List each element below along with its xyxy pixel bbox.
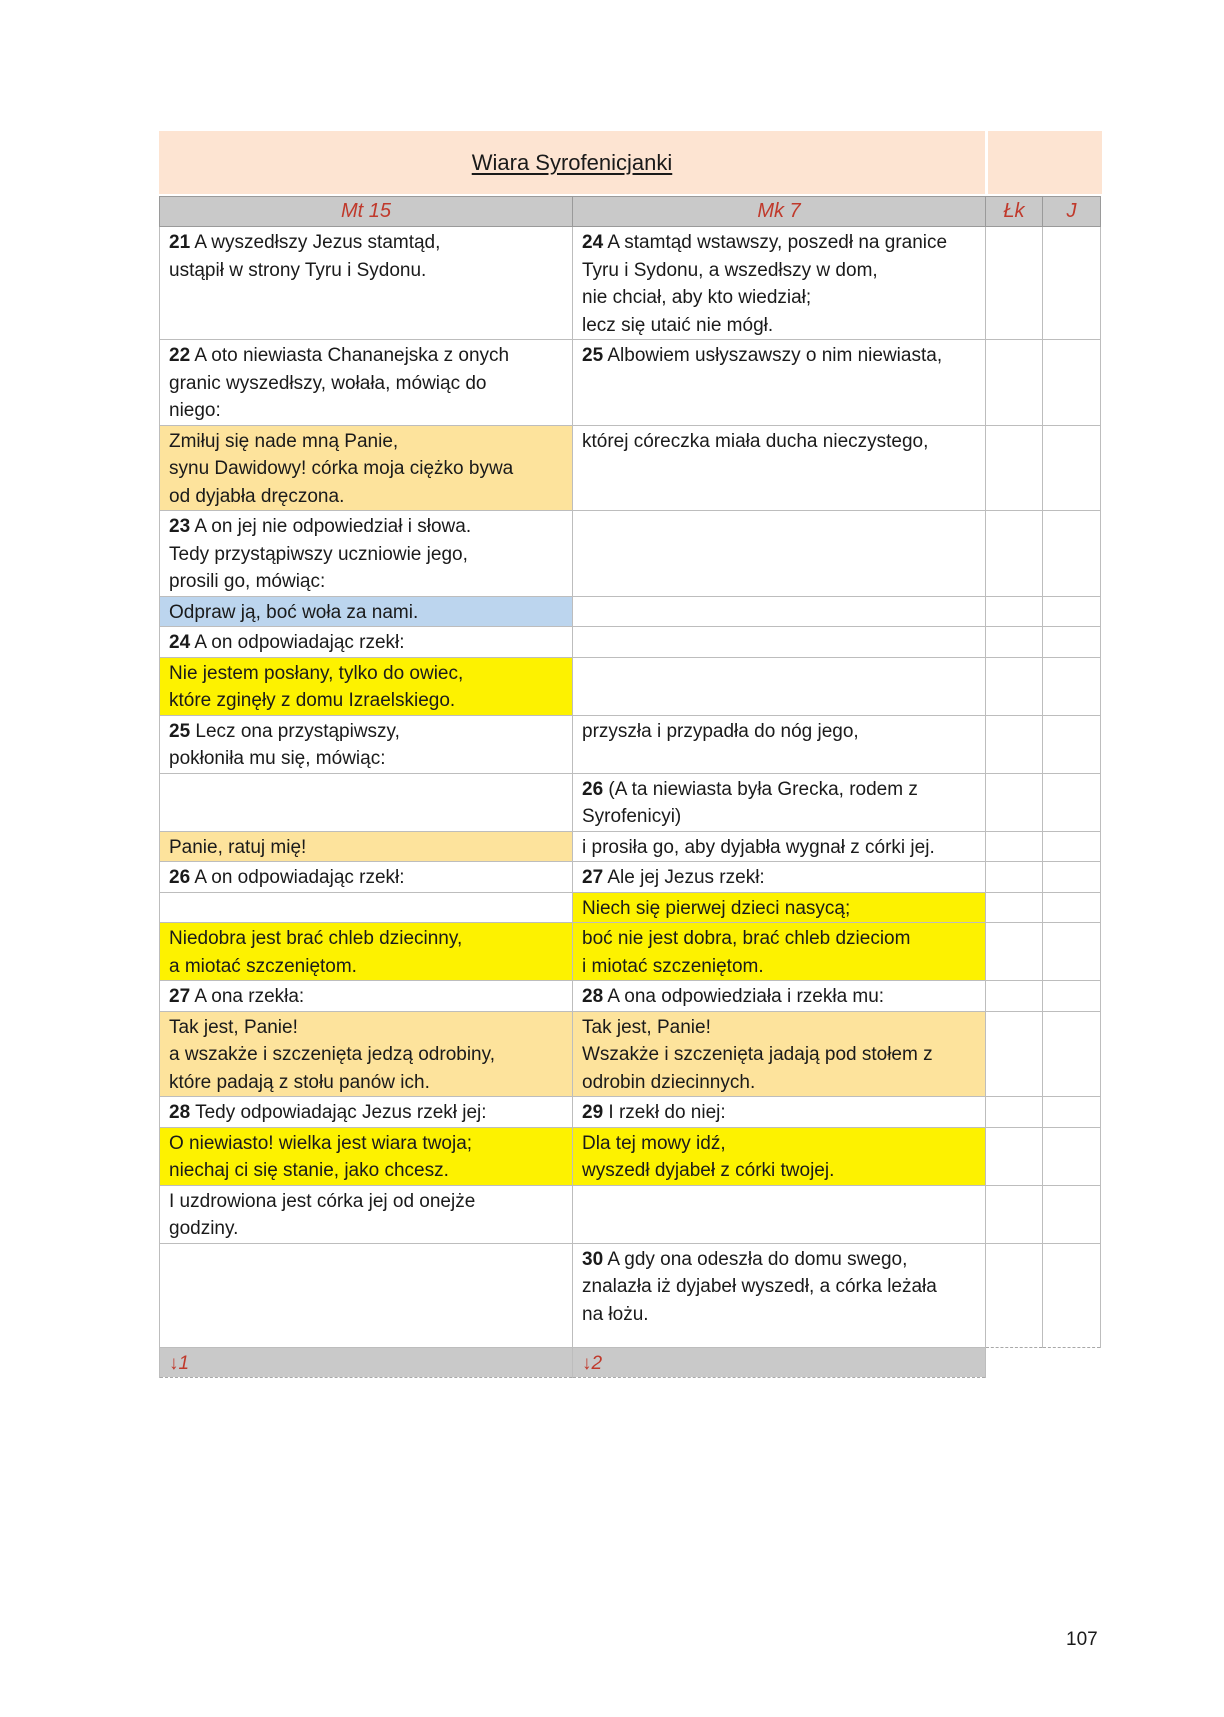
table-body: [160, 227, 1101, 1348]
verse-text: O niewiasto! wielka jest wiara twoja; niechaj ci się stanie, jako chcesz.: [169, 1132, 473, 1181]
verse-cell-mk: [573, 1243, 986, 1347]
synopsis-table: [159, 196, 1101, 1378]
verse-cell-mk: [573, 1127, 986, 1185]
empty-cell-lk: [986, 773, 1043, 831]
empty-cell-j: [1043, 773, 1101, 831]
header-mk: Mk 7: [573, 197, 986, 227]
table-row: [160, 596, 1101, 627]
verse-number: 24: [582, 232, 604, 253]
verse-text: Zmiłuj się nade mną Panie, synu Dawidowy! córka moja ciężko bywa od dyjabła dręczona.: [169, 430, 514, 507]
table-row: [160, 831, 1101, 862]
header-j: J: [1043, 197, 1101, 227]
verse-text: Tedy odpowiadając Jezus rzekł jej:: [190, 1102, 487, 1123]
empty-cell-lk: [986, 657, 1043, 715]
verse-text: Ale jej Jezus rzekł:: [603, 867, 765, 888]
verse-cell-mk: [573, 923, 986, 981]
header-row: [160, 197, 1101, 227]
empty-cell-lk: [986, 715, 1043, 773]
empty-cell-lk: [986, 340, 1043, 426]
verse-text: A oto niewiasta Chananejska z onych granic wyszedłszy, wołała, mówiąc do niego:: [169, 345, 510, 421]
verse-cell-mk: [573, 831, 986, 862]
empty-cell-j: [1043, 340, 1101, 426]
table-row: [160, 227, 1101, 340]
table-row: [160, 511, 1101, 597]
empty-cell-j: [1043, 627, 1101, 658]
title-cell: [159, 131, 985, 194]
verse-cell-mt: [160, 1243, 573, 1347]
empty-cell-j: [1043, 1097, 1101, 1128]
verse-cell-mt: [160, 425, 573, 511]
footer-mt: ↓1: [160, 1347, 573, 1378]
verse-cell-mk: [573, 627, 986, 658]
verse-text: której córeczka miała ducha nieczystego,: [582, 430, 929, 452]
empty-cell-j: [1043, 1243, 1101, 1347]
empty-cell-j: [1043, 227, 1101, 340]
empty-cell-j: [1043, 596, 1101, 627]
title-side-cell: [988, 131, 1102, 194]
verse-text: Tak jest, Panie! Wszakże i szczenięta jadają pod stołem z odrobin dziecinnych.: [582, 1016, 933, 1093]
verse-cell-mt: [160, 627, 573, 658]
verse-text: A wyszedłszy Jezus stamtąd, ustąpił w strony Tyru i Sydonu.: [169, 232, 441, 281]
table-row: [160, 627, 1101, 658]
table-row: [160, 862, 1101, 893]
empty-cell-lk: [986, 1097, 1043, 1128]
verse-text: Lecz ona przystąpiwszy, pokłoniła mu się, mówiąc:: [169, 720, 400, 769]
verse-text: boć nie jest dobra, brać chleb dzieciom i miotać szczeniętom.: [582, 928, 911, 977]
verse-cell-mt: [160, 657, 573, 715]
footer-gap: [986, 1347, 1043, 1378]
empty-cell-j: [1043, 831, 1101, 862]
table-row: [160, 715, 1101, 773]
verse-cell-mt: [160, 596, 573, 627]
verse-cell-mk: [573, 1097, 986, 1128]
verse-text: przyszła i przypadła do nóg jego,: [582, 720, 859, 742]
table-row: [160, 981, 1101, 1012]
verse-number: 27: [169, 986, 191, 1007]
verse-cell-mk: [573, 1185, 986, 1243]
verse-text: A on odpowiadając rzekł:: [190, 867, 405, 888]
verse-text: Niech się pierwej dzieci nasycą;: [582, 897, 851, 919]
empty-cell-lk: [986, 831, 1043, 862]
verse-cell-mk: [573, 892, 986, 923]
empty-cell-j: [1043, 892, 1101, 923]
verse-text: A gdy ona odeszła do domu swego, znalazła iż dyjabeł wyszedł, a córka leżała na łożu.: [582, 1248, 937, 1325]
page-title: Wiara Syrofenicjanki: [471, 149, 673, 175]
verse-text: A stamtąd wstawszy, poszedł na granice Tyru i Sydonu, a wszedłszy w dom, nie chciał, aby kto wiedział; lecz się utaić nie mógł.: [582, 232, 948, 336]
empty-cell-j: [1043, 981, 1101, 1012]
table-row: [160, 425, 1101, 511]
verse-number: 30: [582, 1248, 604, 1270]
empty-cell-lk: [986, 627, 1043, 658]
verse-cell-mt: [160, 831, 573, 862]
verse-cell-mt: [160, 892, 573, 923]
verse-cell-mt: [160, 1097, 573, 1128]
empty-cell-j: [1043, 511, 1101, 597]
verse-cell-mk: [573, 981, 986, 1012]
verse-number: 24: [169, 632, 191, 653]
verse-number: 29: [582, 1102, 604, 1123]
table-row: [160, 1243, 1101, 1347]
verse-cell-mt: [160, 715, 573, 773]
verse-cell-mt: [160, 1011, 573, 1097]
empty-cell-j: [1043, 1185, 1101, 1243]
verse-text: Albowiem usłyszawszy o nim niewiasta,: [603, 345, 943, 366]
empty-cell-lk: [986, 1127, 1043, 1185]
verse-number: 22: [169, 345, 191, 366]
empty-cell-j: [1043, 923, 1101, 981]
empty-cell-lk: [986, 981, 1043, 1012]
verse-cell-mt: [160, 923, 573, 981]
verse-cell-mt: [160, 1127, 573, 1185]
verse-cell-mk: [573, 227, 986, 340]
verse-text: I uzdrowiona jest córka jej od onejże godziny.: [169, 1190, 476, 1239]
verse-text: Odpraw ją, boć woła za nami.: [169, 601, 419, 623]
table-row: [160, 1185, 1101, 1243]
empty-cell-lk: [986, 596, 1043, 627]
verse-cell-mt: [160, 862, 573, 893]
verse-number: 28: [582, 986, 604, 1007]
verse-cell-mk: [573, 657, 986, 715]
verse-cell-mt: [160, 340, 573, 426]
verse-number: 25: [582, 345, 604, 366]
verse-text: i prosiła go, aby dyjabła wygnał z córki jej.: [582, 836, 935, 858]
empty-cell-lk: [986, 1011, 1043, 1097]
verse-text: Niedobra jest brać chleb dziecinny, a miotać szczeniętom.: [169, 928, 463, 977]
footer-row: [160, 1347, 1101, 1378]
verse-cell-mk: [573, 340, 986, 426]
verse-cell-mk: [573, 1011, 986, 1097]
verse-text: (A ta niewiasta była Grecka, rodem z Syrofenicyi): [582, 778, 918, 827]
table-row: [160, 773, 1101, 831]
verse-number: 25: [169, 720, 191, 742]
empty-cell-j: [1043, 1011, 1101, 1097]
empty-cell-lk: [986, 862, 1043, 893]
empty-cell-lk: [986, 1185, 1043, 1243]
verse-cell-mt: [160, 1185, 573, 1243]
verse-text: A on jej nie odpowiedział i słowa. Tedy przystąpiwszy uczniowie jego, prosili go, mówiąc:: [169, 516, 472, 592]
verse-number: 23: [169, 516, 191, 537]
empty-cell-j: [1043, 1127, 1101, 1185]
footer-gap: [1043, 1347, 1101, 1378]
table-row: [160, 892, 1101, 923]
table-row: [160, 1011, 1101, 1097]
empty-cell-lk: [986, 227, 1043, 340]
verse-cell-mk: [573, 773, 986, 831]
table-row: [160, 657, 1101, 715]
verse-text: A ona odpowiedziała i rzekła mu:: [603, 986, 885, 1007]
verse-text: A ona rzekła:: [190, 986, 305, 1007]
empty-cell-j: [1043, 862, 1101, 893]
verse-cell-mk: [573, 511, 986, 597]
verse-number: 26: [582, 778, 604, 800]
verse-text: Nie jestem posłany, tylko do owiec, które zginęły z domu Izraelskiego.: [169, 662, 464, 711]
verse-text: A on odpowiadając rzekł:: [190, 632, 405, 653]
verse-text: I rzekł do niej:: [603, 1102, 726, 1123]
verse-text: Dla tej mowy idź, wyszedł dyjabeł z córki twojej.: [582, 1132, 835, 1181]
empty-cell-j: [1043, 657, 1101, 715]
empty-cell-lk: [986, 511, 1043, 597]
footer-mk: ↓2: [573, 1347, 986, 1378]
verse-number: 21: [169, 232, 191, 253]
verse-text: Tak jest, Panie! a wszakże i szczenięta jedzą odrobiny, które padają z stołu panów ich.: [169, 1016, 495, 1093]
verse-number: 28: [169, 1102, 191, 1123]
verse-number: 27: [582, 867, 604, 888]
table-row: [160, 923, 1101, 981]
verse-cell-mk: [573, 596, 986, 627]
empty-cell-lk: [986, 892, 1043, 923]
verse-cell-mt: [160, 227, 573, 340]
verse-text: Panie, ratuj mię!: [169, 836, 307, 858]
empty-cell-lk: [986, 425, 1043, 511]
verse-cell-mt: [160, 511, 573, 597]
verse-cell-mt: [160, 981, 573, 1012]
table-row: [160, 340, 1101, 426]
verse-number: 26: [169, 867, 191, 888]
table-row: [160, 1097, 1101, 1128]
verse-cell-mk: [573, 425, 986, 511]
page-number: 107: [1066, 1629, 1098, 1650]
empty-cell-lk: [986, 923, 1043, 981]
empty-cell-j: [1043, 425, 1101, 511]
verse-cell-mt: [160, 773, 573, 831]
header-lk: Łk: [986, 197, 1043, 227]
verse-cell-mk: [573, 862, 986, 893]
verse-cell-mk: [573, 715, 986, 773]
header-mt: Mt 15: [160, 197, 573, 227]
empty-cell-j: [1043, 715, 1101, 773]
empty-cell-lk: [986, 1243, 1043, 1347]
table-row: [160, 1127, 1101, 1185]
title-row: [159, 131, 1102, 194]
